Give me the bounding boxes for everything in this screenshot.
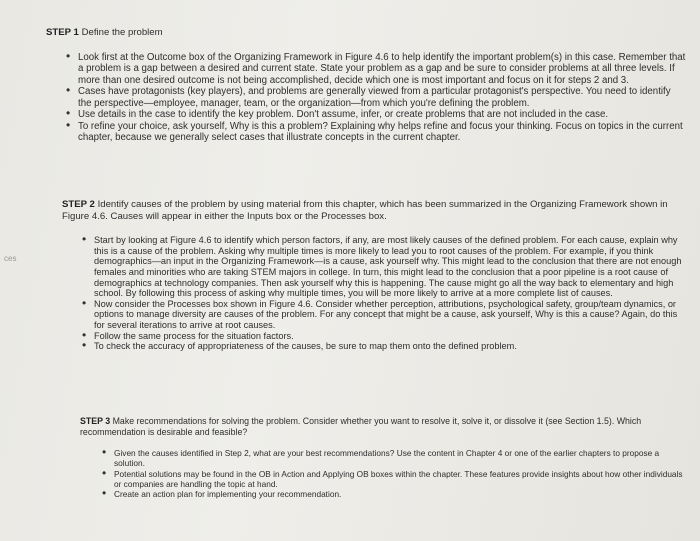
- list-item: • To refine your choice, ask yourself, Why is this a problem? Explaining why helps refine and focus your thinking. Focus on topics in the current chapter, because we generally select cases that illustrate concepts in the current chapter.: [66, 121, 686, 144]
- step-1-bullets: [46, 52, 686, 144]
- list-item: • To check the accuracy of appropriateness of the causes, be sure to map them onto the defined problem.: [82, 341, 686, 352]
- list-item: • Start by looking at Figure 4.6 to identify which person factors, if any, are most likely causes of the defined problem. For each cause, explain why this is a cause of the problem. Asking why multiple times is more likely to lead you to root causes of the problem. For example, if you think demographics—an input in the Organizing Framework—is a cause, ask yourself why. This might lead to the conclusion that there are not enough females and minorities who are taking STEM majors in college. In turn, this might lead to the conclusion that a poor pipeline is a root cause of demographics at technology companies. Then ask yourself why this is happening. The cause might go all the way back to elementary and high school. By following this process of asking why multiple times, you will be more likely to arrive at a more complete list of causes.: [82, 235, 686, 299]
- step-1-title: Define the problem: [81, 27, 163, 38]
- list-item: • Follow the same process for the situation factors.: [82, 331, 686, 342]
- list-item: • Look first at the Outcome box of the Organizing Framework in Figure 4.6 to help identify the important problem(s) in this case. Remember that a problem is a gap between a desired and current state. State your problem as a gap and be sure to consider problems at all three levels. If more than one desired outcome is not being accomplished, decide which one is most important and focus on it for steps 2 and 3.: [66, 52, 686, 87]
- step-2-title: Identify causes of the problem by using material from this chapter, which has been summarized in the Organizing Framework shown in Figure 4.6. Causes will appear in either the Inputs box or the Processes box.: [62, 199, 668, 222]
- list-item: • Potential solutions may be found in the OB in Action and Applying OB boxes within the chapter. These features provide insights about how other individuals or companies are handling the topic at hand.: [102, 469, 686, 489]
- list-item: • Use details in the case to identify the key problem. Don't assume, infer, or create problems that are not included in the case.: [66, 109, 686, 121]
- step-3-section: [80, 416, 686, 499]
- list-item: • Now consider the Processes box shown in Figure 4.6. Consider whether perception, attributions, psychological safety, group/team dynamics, or options to manage diversity are causes of the problem. For any concept that might be a cause, ask yourself, Why is this a cause? Again, do this for several iterations to arrive at root causes.: [82, 299, 686, 331]
- step-3-bullets: [80, 448, 686, 499]
- step-1-heading: [46, 27, 686, 39]
- list-item: • Create an action plan for implementing your recommendation.: [102, 489, 686, 499]
- step-1-label: STEP 1: [46, 27, 79, 38]
- step-2-label: STEP 2: [62, 199, 95, 210]
- list-item: • Given the causes identified in Step 2, what are your best recommendations? Use the content in Chapter 4 or one of the earlier chapters to propose a solution.: [102, 448, 686, 468]
- step-2-section: [62, 199, 686, 352]
- step-3-title: Make recommendations for solving the problem. Consider whether you want to resolve it, solve it, or dissolve it (see Section 1.5). Which recommendation is desirable and feasible?: [80, 416, 642, 437]
- step-2-bullets: [62, 235, 686, 352]
- margin-fragment: ces: [4, 254, 17, 263]
- step-3-label: STEP 3: [80, 416, 111, 426]
- list-item: • Cases have protagonists (key players), and problems are generally viewed from a particular protagonist's perspective. You need to identify the perspective—employee, manager, team, or the organization—from which you're defining the problem.: [66, 86, 686, 109]
- step-2-heading: [62, 199, 686, 222]
- step-3-heading: [80, 416, 686, 437]
- step-1-section: [46, 27, 686, 144]
